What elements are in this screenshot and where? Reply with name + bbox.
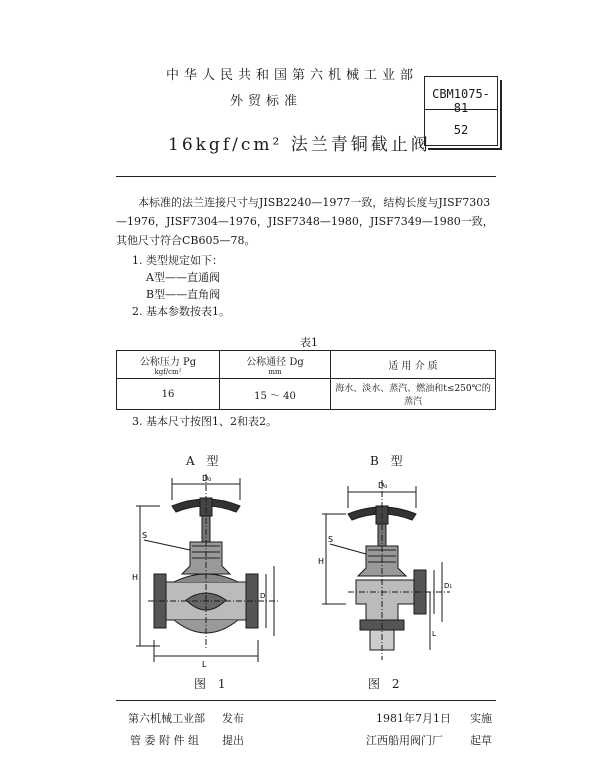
figure-a-d-label: D: [260, 592, 266, 600]
item-1: 1. 类型规定如下：: [132, 254, 223, 267]
figure-a-d0-label: D₀: [202, 474, 212, 483]
page-number: 52: [453, 123, 469, 137]
figure-a-drawing: [130, 470, 280, 670]
type-a: A型——直通阀: [146, 271, 220, 284]
intro-paragraph: 本标准的法兰连接尺寸与JISB2240—1977一致，结构长度与JISF7303—1976，JISF7304—1976，JISF7348—1980，JISF7349—1980一致，其他尺寸符合CB605—78。: [116, 196, 494, 247]
header-nominal-pressure: 公称压力 Pg kgf/cm²: [117, 351, 220, 379]
header-nominal-diameter: 公称通径 Dg mm: [220, 351, 331, 379]
figure-b-d1-label: D₁: [444, 582, 453, 590]
footer-drafted: 起草: [470, 734, 492, 747]
figure-a-caption: 图 1: [194, 677, 230, 691]
figure-b-l-label: L: [432, 630, 436, 638]
standard-code: CBM1075-81: [432, 87, 490, 115]
ministry-heading: 中华人民共和国第六机械工业部: [166, 68, 419, 83]
footer-proposer: 管 委 附 件 组: [130, 734, 199, 747]
footer-rule: [116, 700, 496, 701]
table-row: [117, 379, 496, 410]
footer-issued: 发布: [222, 712, 244, 725]
standard-type: 外贸标准: [230, 94, 303, 109]
item-3: 3. 基本尺寸按图1、2和表2。: [132, 415, 277, 428]
figure-b-h-label: H: [318, 557, 325, 566]
footer-effective-date: 1981年7月1日: [376, 712, 451, 725]
type-b: B型——直角阀: [146, 288, 221, 301]
cell-pressure: 16: [117, 379, 220, 410]
figure-a-l-label: L: [202, 660, 207, 669]
cell-medium: 海水、淡水、蒸汽、燃油和t≤250℃的蒸汽: [331, 379, 496, 410]
footer-effective: 实施: [470, 712, 492, 725]
footer-proposed: 提出: [222, 734, 244, 747]
document-title: 16kgf/cm² 法兰青铜截止阀: [168, 135, 431, 155]
footer-drafter: 江西船用阀门厂: [366, 734, 443, 747]
figure-b-s-label: S: [328, 535, 334, 544]
cell-diameter: 15 ～ 40: [220, 379, 331, 410]
header-rule: [116, 176, 496, 177]
header-medium: 适 用 介 质: [331, 351, 496, 379]
figure-b-d0-label: D₀: [378, 481, 388, 490]
figure-a-h-label: H: [132, 573, 139, 582]
figure-a-label: A 型: [186, 454, 223, 468]
parameter-table: [116, 350, 496, 410]
figure-a-s-label: S: [142, 531, 148, 540]
footer-issuer: 第六机械工业部: [128, 712, 205, 725]
table-header-row: [117, 351, 496, 379]
figure-b-caption: 图 2: [368, 677, 404, 691]
figure-b-label: B 型: [370, 454, 407, 468]
figure-b-drawing: [318, 470, 468, 670]
standard-code-box: [424, 76, 498, 146]
item-2: 2. 基本参数按表1。: [132, 305, 230, 318]
table-caption: 表1: [300, 336, 318, 349]
